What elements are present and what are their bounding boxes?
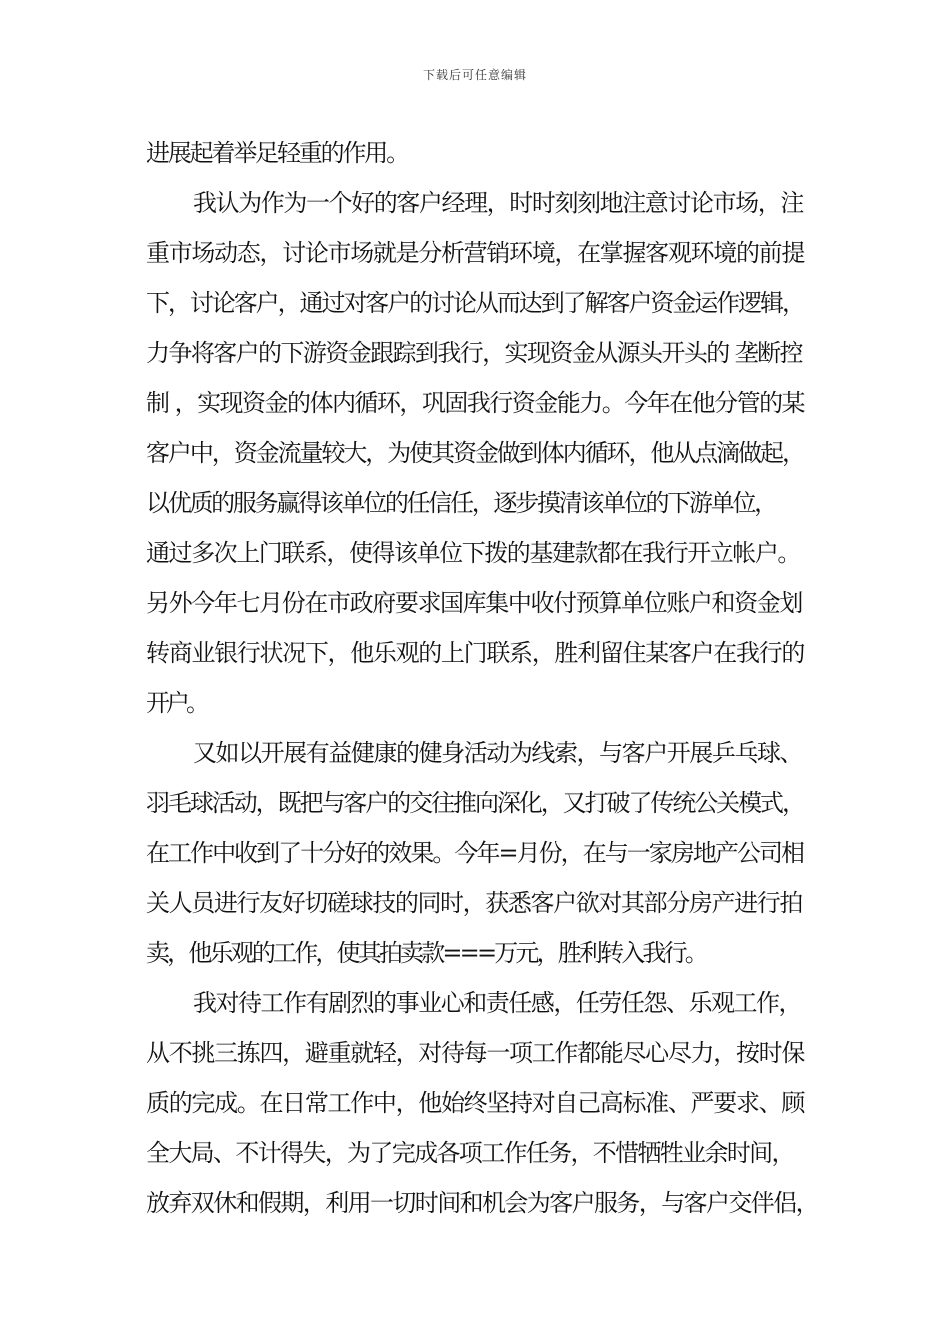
text-line bbox=[0, 1085, 950, 1121]
text-line-content: 重市场动态，讨论市场就是分析营销环境，在掌握客观环境的前提 bbox=[146, 239, 805, 267]
text-line bbox=[0, 1135, 950, 1171]
text-line bbox=[0, 435, 950, 471]
text-line bbox=[0, 135, 950, 171]
text-line bbox=[0, 835, 950, 871]
text-line bbox=[0, 1035, 950, 1071]
text-line bbox=[0, 285, 950, 321]
text-line bbox=[0, 635, 950, 671]
text-line-content: 我认为作为一个好的客户经理，时时刻刻地注意讨论市场，注 bbox=[193, 189, 803, 217]
text-line bbox=[0, 685, 950, 721]
text-line-content: 开户。 bbox=[146, 689, 206, 717]
text-line bbox=[0, 385, 950, 421]
text-line-content: 质的完成。在日常工作中，他始终坚持对自己高标准、严要求、顾 bbox=[146, 1089, 805, 1117]
text-line bbox=[0, 535, 950, 571]
text-line bbox=[0, 335, 950, 371]
text-line-content: 通过多次上门联系，使得该单位下拨的基建款都在我行开立帐户。 bbox=[146, 539, 800, 567]
text-line-content: 从不挑三拣四，避重就轻，对待每一项工作都能尽心尽力，按时保 bbox=[146, 1039, 805, 1067]
text-line-content: 另外今年七月份在市政府要求国库集中收付预算单位账户和资金划 bbox=[146, 589, 802, 617]
text-line-content: 在工作中收到了十分好的效果。今年=月份，在与一家房地产公司相 bbox=[146, 839, 804, 867]
page-header: 下载后可任意编辑 bbox=[422, 68, 527, 82]
text-line-content: 以优质的服务赢得该单位的任信任，逐步摸清该单位的下游单位， bbox=[146, 489, 776, 517]
text-line-content: 进展起着举足轻重的作用。 bbox=[146, 139, 408, 167]
text-line bbox=[0, 735, 950, 771]
text-line-content: 羽毛球活动，既把与客户的交往推向深化，又打破了传统公关模式， bbox=[146, 789, 804, 817]
text-line bbox=[0, 485, 950, 521]
text-line-content: 力争将客户的下游资金跟踪到我行，实现资金从源头开头的 垄断控 bbox=[146, 339, 802, 367]
text-line bbox=[0, 585, 950, 621]
text-line bbox=[0, 935, 950, 971]
text-line-content: 我对待工作有剧烈的事业心和责任感，任劳任怨、乐观工作， bbox=[193, 989, 802, 1017]
text-line-content: 客户中，资金流量较大，为使其资金做到体内循环，他从点滴做起， bbox=[146, 439, 804, 467]
text-line bbox=[0, 185, 950, 221]
text-line-content: 又如以开展有益健康的健身活动为线索，与客户开展乒乓球、 bbox=[193, 739, 803, 767]
text-line bbox=[0, 985, 950, 1021]
text-line bbox=[0, 1185, 950, 1221]
text-line-content: 下，讨论客户，通过对客户的讨论从而达到了解客户资金运作逻辑， bbox=[146, 289, 804, 317]
text-line bbox=[0, 785, 950, 821]
text-line-content: 制 ，实现资金的体内循环，巩固我行资金能力。今年在他分管的某 bbox=[146, 389, 805, 417]
text-line-content: 关人员进行友好切磋球技的同时，获悉客户欲对其部分房产进行拍 bbox=[146, 889, 802, 917]
text-line-content: 转商业银行状况下，他乐观的上门联系，胜利留住某客户在我行的 bbox=[146, 639, 805, 667]
text-line-content: 卖，他乐观的工作，使其拍卖款===万元，胜利转入我行。 bbox=[146, 939, 706, 967]
text-line bbox=[0, 885, 950, 921]
text-line-content: 放弃双休和假期，利用一切时间和机会为客户服务，与客户交伴侣， bbox=[146, 1189, 818, 1217]
text-line bbox=[0, 235, 950, 271]
text-line-content: 全大局、不计得失，为了完成各项工作任务，不惜牺牲业余时间， bbox=[146, 1139, 794, 1167]
